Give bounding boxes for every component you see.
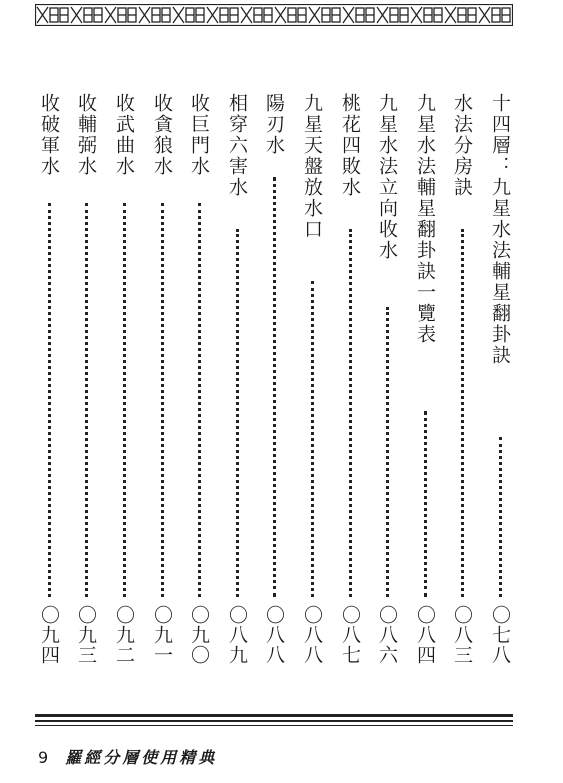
toc-entry-title: 十四層：九星水法輔星翻卦訣 bbox=[489, 93, 511, 366]
toc-leader-dots bbox=[48, 203, 51, 597]
toc-leader-dots bbox=[386, 307, 389, 597]
toc-leader-dots bbox=[461, 229, 464, 597]
bottom-rule-medium bbox=[35, 720, 513, 722]
toc-entry bbox=[224, 93, 250, 683]
page-number: 9 bbox=[38, 748, 49, 767]
toc-entry-title: 收巨門水 bbox=[188, 93, 210, 177]
toc-entry-title: 陽刃水 bbox=[263, 93, 285, 156]
toc-entry-title: 收破軍水 bbox=[38, 93, 60, 177]
top-decorative-border bbox=[35, 4, 513, 26]
toc-leader-dots bbox=[273, 177, 276, 597]
toc-entry-page: 〇八八 bbox=[263, 605, 285, 665]
toc-entry-title: 桃花四敗水 bbox=[339, 93, 361, 198]
toc-entry-page: 〇七八 bbox=[489, 605, 511, 665]
page-footer bbox=[38, 745, 217, 768]
table-of-contents bbox=[0, 93, 563, 683]
toc-entry bbox=[299, 93, 325, 683]
toc-entry-title: 收武曲水 bbox=[113, 93, 135, 177]
book-title: 羅經分層使用精典 bbox=[65, 748, 218, 767]
toc-entry bbox=[261, 93, 287, 683]
toc-entry-page: 〇八四 bbox=[414, 605, 436, 665]
toc-leader-dots bbox=[311, 281, 314, 597]
toc-entry-page: 〇八九 bbox=[226, 605, 248, 665]
toc-entry-title: 相穿六害水 bbox=[226, 93, 248, 198]
bottom-rule-thick bbox=[35, 714, 513, 717]
toc-leader-dots bbox=[85, 203, 88, 597]
toc-entry bbox=[374, 93, 400, 683]
toc-leader-dots bbox=[198, 203, 201, 597]
toc-entry-page: 〇九一 bbox=[151, 605, 173, 665]
toc-entry-title: 九星水法立向收水 bbox=[376, 93, 398, 261]
toc-entry bbox=[149, 93, 175, 683]
toc-entry bbox=[449, 93, 475, 683]
toc-entry-page: 〇九四 bbox=[38, 605, 60, 665]
bottom-rule-thin bbox=[35, 725, 513, 726]
toc-entry-page: 〇八七 bbox=[339, 605, 361, 665]
toc-entry bbox=[36, 93, 62, 683]
toc-entry bbox=[412, 93, 438, 683]
toc-entry-page: 〇九〇 bbox=[188, 605, 210, 665]
toc-entry-page: 〇九二 bbox=[113, 605, 135, 665]
toc-entry-title: 收輔弼水 bbox=[75, 93, 97, 177]
toc-leader-dots bbox=[123, 203, 126, 597]
toc-entry-title: 水法分房訣 bbox=[451, 93, 473, 198]
toc-entry-page: 〇八六 bbox=[376, 605, 398, 665]
toc-entry-title: 九星水法輔星翻卦訣一覽表 bbox=[414, 93, 436, 345]
toc-entry-page: 〇八八 bbox=[301, 605, 323, 665]
toc-entry bbox=[111, 93, 137, 683]
toc-entry-page: 〇九三 bbox=[75, 605, 97, 665]
toc-leader-dots bbox=[499, 437, 502, 597]
toc-entry bbox=[337, 93, 363, 683]
toc-leader-dots bbox=[161, 203, 164, 597]
toc-entry bbox=[186, 93, 212, 683]
toc-leader-dots bbox=[236, 229, 239, 597]
toc-entry-title: 收貪狼水 bbox=[151, 93, 173, 177]
toc-leader-dots bbox=[424, 411, 427, 597]
toc-entry bbox=[73, 93, 99, 683]
toc-entry-title: 九星天盤放水口 bbox=[301, 93, 323, 240]
toc-entry-page: 〇八三 bbox=[451, 605, 473, 665]
toc-leader-dots bbox=[349, 229, 352, 597]
toc-entry bbox=[487, 93, 513, 683]
